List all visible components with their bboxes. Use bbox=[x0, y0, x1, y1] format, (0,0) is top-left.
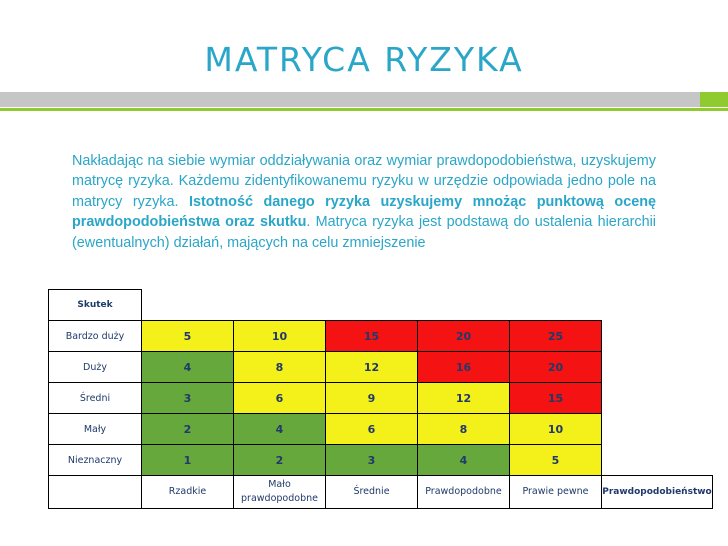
matrix-cell: 1 bbox=[142, 445, 234, 476]
matrix-cell: 10 bbox=[510, 414, 602, 445]
page-title: MATRYCA RYZYKA bbox=[204, 40, 524, 79]
matrix-cell: 16 bbox=[418, 352, 510, 383]
x-axis-label: Prawdopodobieństwo bbox=[602, 476, 713, 509]
matrix-cell: 8 bbox=[234, 352, 326, 383]
matrix-row bbox=[49, 414, 713, 445]
matrix-row bbox=[49, 352, 713, 383]
row-label: Mały bbox=[49, 414, 142, 445]
matrix-row-spacer bbox=[602, 383, 713, 414]
matrix-cell: 20 bbox=[510, 352, 602, 383]
matrix-cell: 4 bbox=[142, 352, 234, 383]
matrix-cell: 2 bbox=[234, 445, 326, 476]
matrix-header-row bbox=[49, 290, 713, 321]
matrix-row-spacer bbox=[602, 321, 713, 352]
matrix-row bbox=[49, 321, 713, 352]
risk-matrix bbox=[48, 289, 713, 509]
intro-text-bold: Istotność danego ryzyka uzyskujemy mnożąc punktową ocenę prawdopodobieństwa oraz skutku bbox=[72, 193, 656, 231]
matrix-row-spacer bbox=[602, 352, 713, 383]
row-label: Bardzo duży bbox=[49, 321, 142, 352]
column-label: Rzadkie bbox=[142, 476, 234, 509]
matrix-cell: 12 bbox=[326, 352, 418, 383]
matrix-row-spacer bbox=[602, 414, 713, 445]
matrix-cell: 10 bbox=[234, 321, 326, 352]
matrix-cell: 3 bbox=[326, 445, 418, 476]
matrix-cell: 6 bbox=[234, 383, 326, 414]
matrix-cell: 4 bbox=[418, 445, 510, 476]
row-label: Duży bbox=[49, 352, 142, 383]
matrix-cell: 20 bbox=[418, 321, 510, 352]
column-label: Prawdopodobne bbox=[418, 476, 510, 509]
intro-text-1: Nakładając na siebie wymiar oddziaływania oraz wymiar prawdopodobieństwa, uzyskujemy matrycę ryzyka. Każdemu zidentyfikowanemu ryzyku w urzędzie odpowiada jedno pole na matrycy ryzyka. bbox=[72, 153, 656, 210]
column-label: Średnie bbox=[326, 476, 418, 509]
matrix-cell: 25 bbox=[510, 321, 602, 352]
matrix-cell: 15 bbox=[510, 383, 602, 414]
matrix-row-spacer bbox=[602, 445, 713, 476]
matrix-cell: 15 bbox=[326, 321, 418, 352]
matrix-cell: 3 bbox=[142, 383, 234, 414]
matrix-cell: 9 bbox=[326, 383, 418, 414]
matrix-cell: 6 bbox=[326, 414, 418, 445]
y-axis-label: Skutek bbox=[49, 290, 142, 321]
matrix-cell: 12 bbox=[418, 383, 510, 414]
matrix-cell: 4 bbox=[234, 414, 326, 445]
header-rule bbox=[0, 108, 728, 111]
intro-paragraph bbox=[72, 151, 656, 253]
matrix-row bbox=[49, 383, 713, 414]
row-label: Średni bbox=[49, 383, 142, 414]
matrix-cell: 5 bbox=[510, 445, 602, 476]
row-label: Nieznaczny bbox=[49, 445, 142, 476]
column-label: Mało prawdopodobne bbox=[234, 476, 326, 509]
matrix-cell: 2 bbox=[142, 414, 234, 445]
matrix-cell: 5 bbox=[142, 321, 234, 352]
header-band-green bbox=[700, 92, 728, 107]
matrix-column-header-row bbox=[49, 476, 713, 509]
matrix-header-spacer bbox=[142, 290, 713, 321]
intro-text-2: . Matryca ryzyka jest podstawą do ustalenia hierarchii (ewentualnych) działań, mających na celu zmniejszenie bbox=[72, 214, 656, 251]
matrix-row bbox=[49, 445, 713, 476]
header-band-grey bbox=[0, 92, 700, 107]
corner-cell bbox=[49, 476, 142, 509]
matrix-cell: 8 bbox=[418, 414, 510, 445]
column-label: Prawie pewne bbox=[510, 476, 602, 509]
